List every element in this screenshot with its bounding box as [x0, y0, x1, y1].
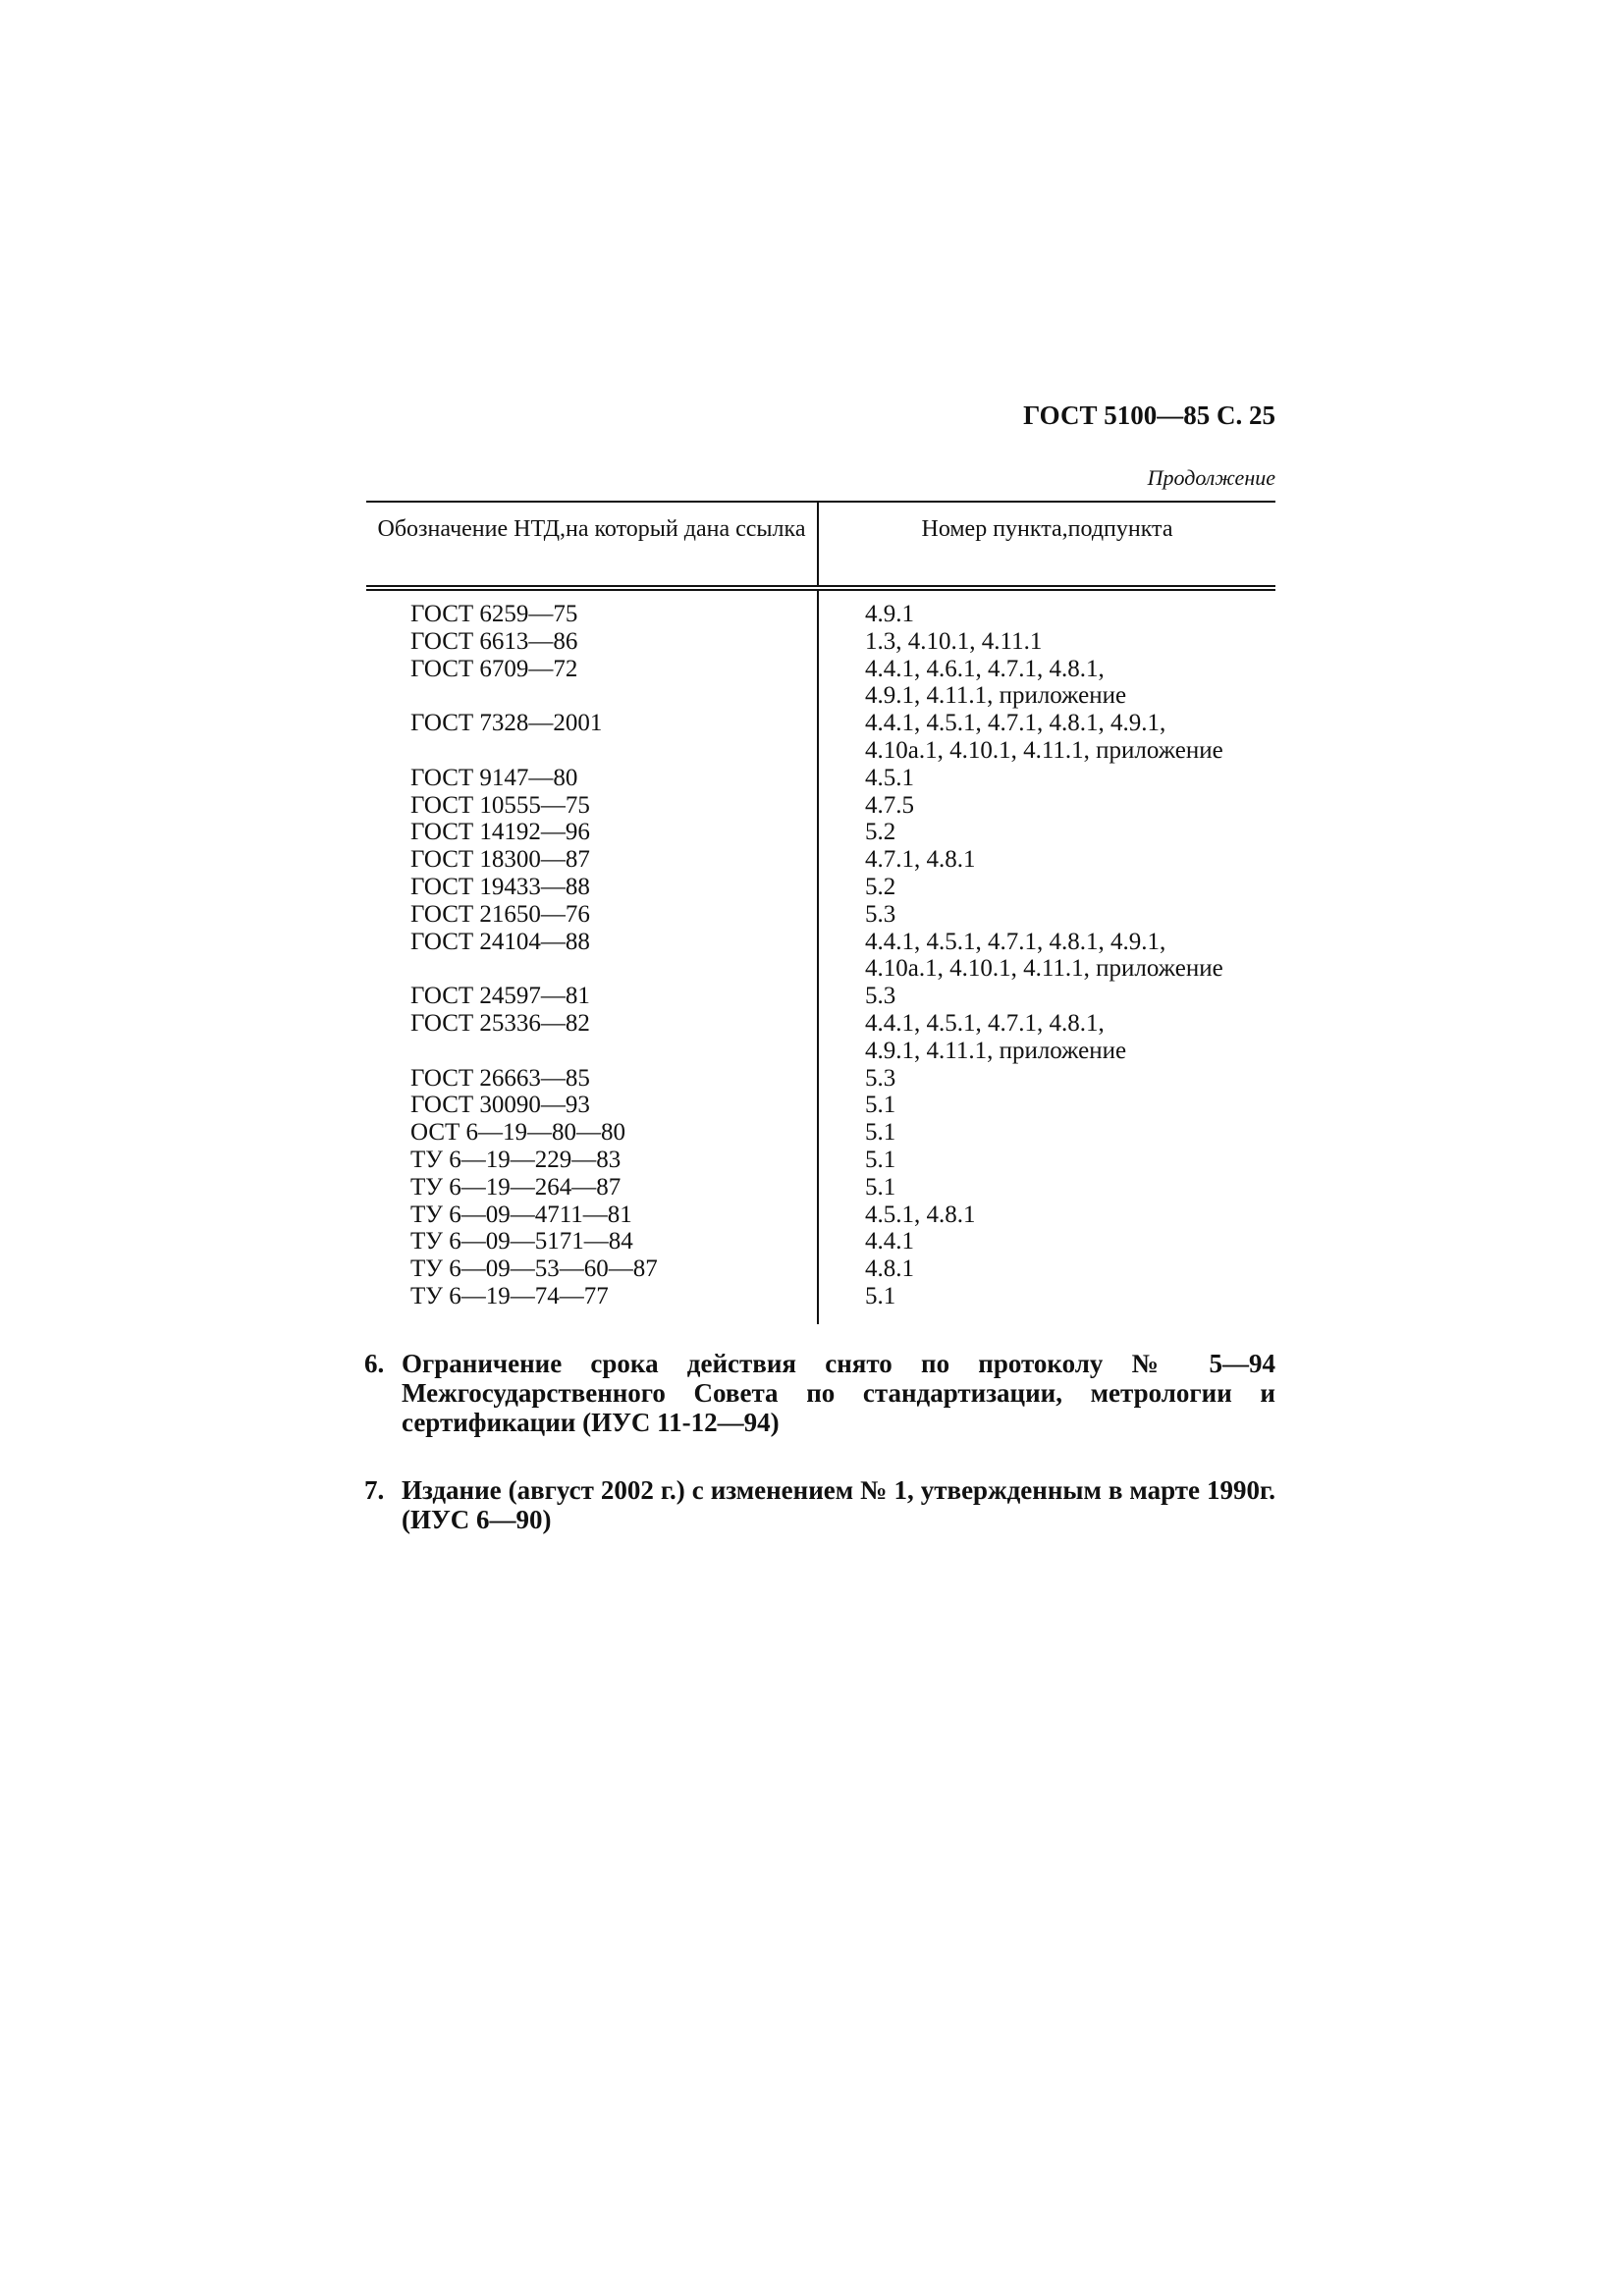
document-designation: ГОСТ 6613—86: [410, 627, 578, 655]
clause-numbers: 5.1: [865, 1146, 896, 1173]
continuation-label: Продолжение: [1147, 465, 1275, 490]
document-designation: ТУ 6—09—4711—81: [410, 1201, 632, 1228]
document-designation: ГОСТ 6259—75: [410, 601, 578, 627]
document-designation: ГОСТ 30090—93: [410, 1092, 590, 1119]
clause-numbers: 4.4.1, 4.5.1, 4.7.1, 4.8.1, 4.9.1,: [865, 710, 1166, 737]
note-6: [364, 1349, 1275, 1437]
spacer: [410, 682, 817, 710]
document-designation: ГОСТ 14192—96: [410, 819, 590, 846]
clause-numbers: 5.3: [865, 983, 896, 1010]
document-designation: ОСТ 6—19—80—80: [410, 1119, 626, 1147]
page-header: ГОСТ 5100—85 С. 25: [1023, 400, 1275, 430]
column-header-document: Обозначение НТД,на который дана ссылка: [366, 503, 819, 585]
document-designation: ГОСТ 6709—72: [410, 655, 578, 682]
clause-numbers: 5.3: [865, 1064, 896, 1092]
clause-numbers: 5.1: [865, 1173, 896, 1201]
note-text: Ограничение срока действия снято по протоколу № 5—94 Межгосударственного Совета по стандартизации, метрологии и сертификации (ИУС 11-12—94): [402, 1349, 1275, 1437]
table-body: [366, 591, 1275, 1324]
column-header-clause: Номер пункта,подпункта: [921, 516, 1173, 542]
note-7: [364, 1475, 1275, 1534]
clause-numbers: 4.9.1: [865, 601, 914, 627]
clause-numbers: 4.10а.1, 4.10.1, 4.11.1, приложение: [865, 955, 1223, 983]
document-designation: ГОСТ 10555—75: [410, 791, 590, 819]
document-designation: ТУ 6—09—53—60—87: [410, 1255, 658, 1283]
clause-numbers: 5.2: [865, 873, 896, 900]
clause-numbers: 4.5.1: [865, 764, 914, 791]
note-number: 6.: [364, 1349, 385, 1378]
document-designation: ТУ 6—19—264—87: [410, 1173, 622, 1201]
clause-numbers: 1.3, 4.10.1, 4.11.1: [865, 627, 1043, 655]
document-designation: ТУ 6—19—74—77: [410, 1282, 609, 1309]
document-designation: ГОСТ 26663—85: [410, 1064, 590, 1092]
clause-numbers: 4.4.1: [865, 1228, 914, 1255]
clause-numbers: 4.5.1, 4.8.1: [865, 1201, 976, 1228]
spacer: [410, 1038, 817, 1065]
references-table: [366, 501, 1275, 1324]
clause-numbers: 5.1: [865, 1092, 896, 1119]
document-designation: ГОСТ 7328—2001: [410, 710, 603, 737]
clause-numbers: 4.4.1, 4.5.1, 4.7.1, 4.8.1,: [865, 1009, 1105, 1037]
document-column: [366, 591, 819, 1324]
note-number: 7.: [364, 1475, 385, 1505]
spacer: [410, 955, 817, 983]
document-designation: ГОСТ 25336—82: [410, 1009, 590, 1037]
clause-numbers: 4.7.1, 4.8.1: [865, 846, 976, 874]
document-designation: ГОСТ 24104—88: [410, 928, 590, 955]
clause-numbers: 5.1: [865, 1282, 896, 1309]
clause-numbers: 4.10а.1, 4.10.1, 4.11.1, приложение: [865, 736, 1223, 764]
document-designation: ГОСТ 24597—81: [410, 983, 590, 1010]
clause-numbers: 5.1: [865, 1119, 896, 1147]
clause-numbers: 4.4.1, 4.6.1, 4.7.1, 4.8.1,: [865, 655, 1105, 682]
document-designation: ГОСТ 9147—80: [410, 764, 578, 791]
clause-numbers: 4.9.1, 4.11.1, приложение: [865, 682, 1127, 710]
clause-numbers: 5.3: [865, 900, 896, 928]
spacer: [410, 737, 817, 765]
clause-numbers: 4.8.1: [865, 1255, 914, 1283]
document-designation: ГОСТ 18300—87: [410, 846, 590, 874]
document-designation: ГОСТ 19433—88: [410, 873, 590, 900]
table-header: [366, 503, 1275, 585]
clause-numbers: 4.4.1, 4.5.1, 4.7.1, 4.8.1, 4.9.1,: [865, 928, 1166, 955]
document-designation: ТУ 6—19—229—83: [410, 1146, 622, 1173]
note-text: Издание (август 2002 г.) с изменением № 1, утвержденным в марте 1990г. (ИУС 6—90): [402, 1475, 1275, 1534]
clause-column: [819, 591, 1275, 1324]
clause-numbers: 4.9.1, 4.11.1, приложение: [865, 1037, 1127, 1064]
document-designation: ТУ 6—09—5171—84: [410, 1228, 633, 1255]
clause-numbers: 5.2: [865, 819, 896, 846]
clause-numbers: 4.7.5: [865, 791, 914, 819]
document-designation: ГОСТ 21650—76: [410, 900, 590, 928]
